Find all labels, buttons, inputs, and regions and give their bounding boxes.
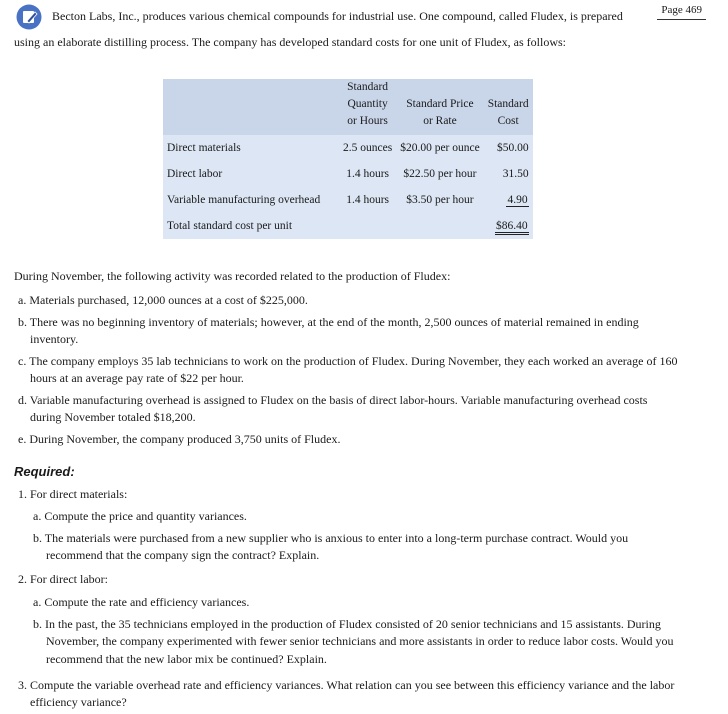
row-quantity: 1.4 hours (339, 187, 396, 213)
activity-item-e: e. During November, the company produced 3,750 units of Fludex. (18, 432, 341, 446)
row-price: $3.50 per hour (396, 187, 484, 213)
row-label: Total standard cost per unit (163, 213, 339, 239)
pencil-note-icon (16, 4, 42, 30)
question-1a: a. Compute the price and quantity variances. (33, 509, 247, 523)
row-price: $22.50 per hour (396, 161, 484, 187)
row-cost: 31.50 (484, 161, 533, 187)
question-2a: a. Compute the rate and efficiency variances. (33, 595, 250, 609)
activity-item-a: a. Materials purchased, 12,000 ounces at a cost of $225,000. (18, 293, 308, 307)
standard-cost-table (163, 79, 533, 239)
header-standard-cost: Standard Cost (484, 79, 533, 135)
activity-item-d: d. Variable manufacturing overhead is assigned to Fludex on the basis of direct labor-hours. Variable manufacturing overhead costs (18, 393, 648, 407)
table-row (163, 135, 533, 161)
header-standard-quantity: Standard Quantity or Hours (339, 79, 396, 135)
row-cost: 4.90 (507, 194, 528, 206)
question-2b-cont-1: November, the company experimented with fewer senior technicians and more assistants in order to reduce labor costs. Would you (46, 634, 674, 648)
table-row (163, 161, 533, 187)
activity-intro: During November, the following activity was recorded related to the production of Fludex: (14, 269, 451, 283)
row-label: Direct labor (163, 161, 339, 187)
question-1b-cont: recommend that the company sign the contract? Explain. (46, 548, 320, 562)
row-quantity: 2.5 ounces (339, 135, 396, 161)
question-2b: b. In the past, the 35 technicians employed in the production of Fludex consisted of 20 senior technicians and 15 assistants. During (33, 617, 661, 631)
intro-line-2: using an elaborate distilling process. The company has developed standard costs for one unit of Fludex, as follows: (14, 35, 566, 49)
question-1b: b. The materials were purchased from a new supplier who is anxious to enter into a long-term purchase contract. Would you (33, 531, 629, 545)
intro-line-1: Becton Labs, Inc., produces various chemical compounds for industrial use. One compound, called Fludex, is prepared (52, 9, 623, 23)
activity-item-b-cont: inventory. (30, 332, 79, 346)
question-1: 1. For direct materials: (18, 487, 128, 501)
table-row-total (163, 213, 533, 239)
header-standard-price: Standard Price or Rate (396, 79, 484, 135)
question-2b-cont-2: recommend that the new labor mix be continued? Explain. (46, 652, 327, 666)
row-quantity: 1.4 hours (339, 161, 396, 187)
row-cost: $50.00 (484, 135, 533, 161)
table-row (163, 187, 533, 213)
activity-item-b: b. There was no beginning inventory of materials; however, at the end of the month, 2,500 ounces of material remained in ending (18, 315, 639, 329)
table-header-row (163, 79, 533, 135)
activity-item-d-cont: during November totaled $18,200. (30, 410, 196, 424)
page-number: Page 469 (657, 4, 706, 20)
question-2: 2. For direct labor: (18, 572, 108, 586)
activity-item-c-cont: hours at an average pay rate of $22 per hour. (30, 371, 244, 385)
question-3-cont: efficiency variance? (30, 695, 127, 709)
total-cost: $86.40 (495, 220, 529, 235)
required-heading: Required: (14, 464, 75, 479)
row-label: Variable manufacturing overhead (163, 187, 339, 213)
row-price: $20.00 per ounce (396, 135, 484, 161)
row-label: Direct materials (163, 135, 339, 161)
activity-item-c: c. The company employs 35 lab technicians to work on the production of Fludex. During November, they each worked an average of 160 (18, 354, 678, 368)
question-3: 3. Compute the variable overhead rate and efficiency variances. What relation can you see between this efficiency variance and the labor (18, 678, 675, 692)
